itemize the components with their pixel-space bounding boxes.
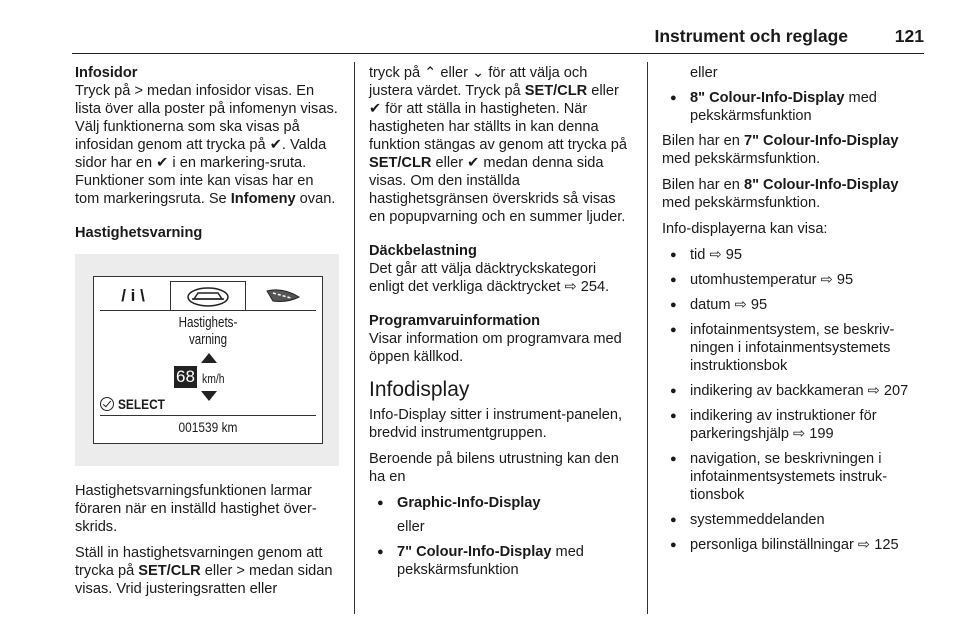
- list-item: ● navigation, se beskrivningen i infotainmentsystemets instruk-tionsbok: [662, 450, 928, 504]
- page-header: [72, 26, 924, 54]
- list-item: ● 7" Colour-Info-Display med pekskärmsfunktion: [369, 543, 635, 579]
- arrow-down-icon: [201, 391, 217, 401]
- heading-infosidor: Infosidor: [75, 65, 138, 81]
- list-item: ● 8" Colour-Info-Display med pekskärmsfunktion: [662, 89, 928, 125]
- heading-hastighetsvarning: Hastighetsvarning: [75, 225, 203, 241]
- check-circle-icon: [100, 397, 114, 411]
- heading-dackbelastning: Däckbelastning: [369, 243, 477, 259]
- column-left: [75, 64, 341, 606]
- paragraph: Visar information om programvara med öppen källkod.: [369, 331, 622, 365]
- info-tab-icon: / i \: [121, 286, 145, 305]
- speed-warning-figure: [75, 254, 339, 466]
- speed-unit: km/h: [202, 371, 225, 386]
- info-list: [662, 246, 928, 554]
- paragraph: Bilen har en 7" Colour-Info-Display med pekskärmsfunktion.: [662, 133, 899, 167]
- select-label: SELECT: [100, 395, 173, 413]
- list-item: ● personliga bilinställningar ⇨ 125: [662, 536, 928, 554]
- heading-infodisplay: Infodisplay: [369, 378, 470, 401]
- speed-value: 68: [176, 367, 195, 386]
- column-divider: [354, 62, 355, 614]
- paragraph: Bilen har en 8" Colour-Info-Display med pekskärmsfunktion.: [662, 177, 899, 211]
- display-list: [662, 89, 928, 125]
- column-divider: [647, 62, 648, 614]
- list-item: ● datum ⇨ 95: [662, 296, 928, 314]
- paragraph: Det går att välja däcktryckskategori enligt det verkliga däcktrycket ⇨ 254.: [369, 261, 610, 295]
- paragraph: Info-Display sitter i instrument-panelen, bredvid instrumentgruppen.: [369, 407, 623, 441]
- list-item: ● indikering av instruktioner för parkeringshjälp ⇨ 199: [662, 407, 928, 443]
- list-item: ● systemmeddelanden: [662, 511, 928, 529]
- heading-programvaruinformation: Programvaruinformation: [369, 313, 541, 329]
- paragraph: Tryck på > medan infosidor visas. En lista över alla poster på infomenyn visas. Välj funktionerna som ska visas på infosidan genom att trycka på ✔. Valda sidor har en ✔ i en markering-sruta. Funktioner som inte kan visas har en tom markeringsruta. Se Infomeny ovan.: [75, 83, 338, 207]
- list-item: ● tid ⇨ 95: [662, 246, 928, 264]
- column-middle: [369, 64, 635, 586]
- odometer: 001539 km: [178, 419, 238, 435]
- car-icon: [170, 281, 246, 311]
- paragraph: Beroende på bilens utrustning kan den ha en: [369, 451, 619, 485]
- column-right: [662, 64, 928, 561]
- paragraph: tryck på ⌃ eller ⌄ för att välja och justera värdet. Tryck på SET/CLR eller ✔ för att ställa in hastigheten. När hastigheten har ställts in kan denna funktion stängas av genom att trycka på SET/CLR eller ✔ medan denna sida visas. Om den inställda hastighetsgränsen överskrids så visas en popupvarning och en summer ljuder.: [369, 65, 627, 225]
- list-item: ● utomhustemperatur ⇨ 95: [662, 271, 928, 289]
- display-screen: [93, 276, 323, 444]
- road-icon: [250, 281, 316, 311]
- arrow-up-icon: [201, 353, 217, 363]
- display-list: [369, 494, 635, 579]
- display-title: Hastighets- varning: [178, 315, 238, 348]
- header-rule: [72, 53, 924, 54]
- display-tabs: [100, 281, 316, 311]
- page-number: 121: [894, 26, 924, 46]
- list-item: ● indikering av backkameran ⇨ 207: [662, 382, 928, 400]
- header-title: Instrument och reglage: [654, 26, 848, 46]
- list-item: ● Graphic-Info-Display eller: [369, 494, 635, 536]
- divider: [100, 310, 316, 311]
- paragraph: Hastighetsvarningsfunktionen larmar föraren när en inställd hastighet över-skrids.: [75, 483, 317, 535]
- paragraph: Info-displayerna kan visa:: [662, 221, 828, 237]
- paragraph: Ställ in hastighetsvarningen genom att trycka på SET/CLR eller > medan sidan visas. Vrid justeringsratten eller: [75, 545, 333, 597]
- list-item: ● infotainmentsystem, se beskriv-ningen i infotainmentsystemets instruktionsbok: [662, 321, 928, 375]
- paragraph: eller: [690, 65, 718, 81]
- divider: [100, 415, 316, 416]
